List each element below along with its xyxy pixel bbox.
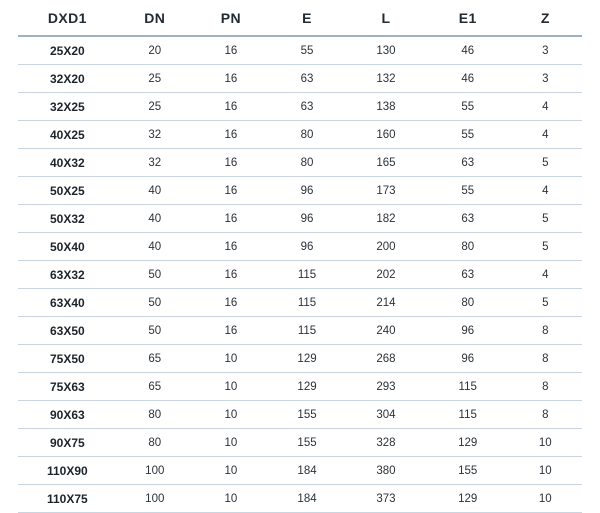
cell-dn: 50 bbox=[117, 289, 193, 317]
table-header bbox=[18, 1, 582, 36]
cell-l: 214 bbox=[345, 289, 427, 317]
cell-dxd1: 50X25 bbox=[18, 177, 117, 205]
cell-dxd1: 90X75 bbox=[18, 429, 117, 457]
cell-dxd1: 63X50 bbox=[18, 317, 117, 345]
cell-l: 268 bbox=[345, 345, 427, 373]
cell-dxd1: 110X90 bbox=[18, 457, 117, 485]
cell-e: 63 bbox=[269, 65, 345, 93]
cell-dn: 20 bbox=[117, 36, 193, 65]
cell-dxd1: 110X75 bbox=[18, 485, 117, 513]
cell-e1: 46 bbox=[427, 36, 509, 65]
cell-l: 304 bbox=[345, 401, 427, 429]
cell-z: 8 bbox=[509, 317, 582, 345]
cell-e: 115 bbox=[269, 317, 345, 345]
cell-e1: 155 bbox=[427, 457, 509, 485]
table-row bbox=[18, 373, 582, 401]
cell-z: 4 bbox=[509, 177, 582, 205]
cell-dxd1: 25X20 bbox=[18, 36, 117, 65]
cell-dxd1: 40X32 bbox=[18, 149, 117, 177]
column-header-e: E bbox=[269, 1, 345, 36]
cell-l: 165 bbox=[345, 149, 427, 177]
cell-pn: 16 bbox=[193, 36, 269, 65]
cell-l: 130 bbox=[345, 36, 427, 65]
cell-l: 328 bbox=[345, 429, 427, 457]
table-row bbox=[18, 401, 582, 429]
cell-dn: 32 bbox=[117, 121, 193, 149]
cell-pn: 10 bbox=[193, 345, 269, 373]
cell-e: 96 bbox=[269, 205, 345, 233]
cell-e: 115 bbox=[269, 261, 345, 289]
cell-dn: 32 bbox=[117, 149, 193, 177]
column-header-dn: DN bbox=[117, 1, 193, 36]
cell-z: 8 bbox=[509, 345, 582, 373]
cell-dn: 65 bbox=[117, 345, 193, 373]
cell-z: 3 bbox=[509, 65, 582, 93]
cell-z: 10 bbox=[509, 429, 582, 457]
cell-e: 80 bbox=[269, 149, 345, 177]
cell-dn: 40 bbox=[117, 177, 193, 205]
cell-z: 8 bbox=[509, 373, 582, 401]
cell-l: 373 bbox=[345, 485, 427, 513]
cell-dxd1: 63X40 bbox=[18, 289, 117, 317]
cell-l: 182 bbox=[345, 205, 427, 233]
cell-z: 8 bbox=[509, 401, 582, 429]
cell-dn: 80 bbox=[117, 401, 193, 429]
table-header-row bbox=[18, 1, 582, 36]
cell-dxd1: 75X63 bbox=[18, 373, 117, 401]
cell-z: 10 bbox=[509, 485, 582, 513]
cell-dn: 65 bbox=[117, 373, 193, 401]
cell-e1: 80 bbox=[427, 289, 509, 317]
table-row bbox=[18, 149, 582, 177]
cell-z: 5 bbox=[509, 289, 582, 317]
cell-pn: 16 bbox=[193, 289, 269, 317]
column-header-pn: PN bbox=[193, 1, 269, 36]
cell-pn: 16 bbox=[193, 65, 269, 93]
cell-pn: 16 bbox=[193, 177, 269, 205]
cell-e: 96 bbox=[269, 177, 345, 205]
table-row bbox=[18, 289, 582, 317]
table-row bbox=[18, 457, 582, 485]
cell-z: 5 bbox=[509, 205, 582, 233]
cell-e: 80 bbox=[269, 121, 345, 149]
cell-dn: 50 bbox=[117, 261, 193, 289]
cell-e: 184 bbox=[269, 457, 345, 485]
cell-dn: 25 bbox=[117, 93, 193, 121]
cell-z: 5 bbox=[509, 149, 582, 177]
cell-e1: 63 bbox=[427, 149, 509, 177]
table-row bbox=[18, 121, 582, 149]
cell-dxd1: 40X25 bbox=[18, 121, 117, 149]
cell-pn: 16 bbox=[193, 261, 269, 289]
cell-l: 160 bbox=[345, 121, 427, 149]
table-row bbox=[18, 485, 582, 513]
cell-dn: 40 bbox=[117, 233, 193, 261]
table-row bbox=[18, 205, 582, 233]
cell-l: 293 bbox=[345, 373, 427, 401]
table-row bbox=[18, 65, 582, 93]
cell-e: 155 bbox=[269, 429, 345, 457]
cell-z: 4 bbox=[509, 261, 582, 289]
cell-pn: 16 bbox=[193, 121, 269, 149]
cell-pn: 10 bbox=[193, 485, 269, 513]
cell-dn: 25 bbox=[117, 65, 193, 93]
cell-pn: 16 bbox=[193, 205, 269, 233]
cell-e1: 63 bbox=[427, 261, 509, 289]
cell-e1: 115 bbox=[427, 373, 509, 401]
cell-dn: 100 bbox=[117, 485, 193, 513]
cell-e: 155 bbox=[269, 401, 345, 429]
cell-pn: 16 bbox=[193, 149, 269, 177]
cell-pn: 10 bbox=[193, 429, 269, 457]
cell-z: 3 bbox=[509, 36, 582, 65]
column-header-l: L bbox=[345, 1, 427, 36]
cell-e1: 46 bbox=[427, 65, 509, 93]
cell-dxd1: 32X20 bbox=[18, 65, 117, 93]
cell-e1: 55 bbox=[427, 93, 509, 121]
cell-dn: 50 bbox=[117, 317, 193, 345]
cell-dxd1: 50X40 bbox=[18, 233, 117, 261]
cell-l: 138 bbox=[345, 93, 427, 121]
cell-l: 380 bbox=[345, 457, 427, 485]
cell-e1: 55 bbox=[427, 177, 509, 205]
cell-dn: 40 bbox=[117, 205, 193, 233]
cell-pn: 10 bbox=[193, 401, 269, 429]
cell-z: 5 bbox=[509, 233, 582, 261]
cell-z: 4 bbox=[509, 93, 582, 121]
cell-dn: 80 bbox=[117, 429, 193, 457]
cell-dxd1: 50X32 bbox=[18, 205, 117, 233]
cell-e: 184 bbox=[269, 485, 345, 513]
cell-l: 200 bbox=[345, 233, 427, 261]
cell-e1: 63 bbox=[427, 205, 509, 233]
cell-e1: 80 bbox=[427, 233, 509, 261]
cell-e: 55 bbox=[269, 36, 345, 65]
cell-e: 129 bbox=[269, 345, 345, 373]
table-row bbox=[18, 345, 582, 373]
cell-dxd1: 75X50 bbox=[18, 345, 117, 373]
column-header-z: Z bbox=[509, 1, 582, 36]
table-row bbox=[18, 177, 582, 205]
cell-e: 96 bbox=[269, 233, 345, 261]
table-row bbox=[18, 317, 582, 345]
cell-pn: 16 bbox=[193, 317, 269, 345]
cell-e1: 129 bbox=[427, 485, 509, 513]
table-row bbox=[18, 261, 582, 289]
cell-e1: 96 bbox=[427, 345, 509, 373]
table-row bbox=[18, 36, 582, 65]
table-body bbox=[18, 36, 582, 513]
table-row bbox=[18, 233, 582, 261]
cell-e1: 55 bbox=[427, 121, 509, 149]
cell-l: 132 bbox=[345, 65, 427, 93]
table-row bbox=[18, 93, 582, 121]
cell-pn: 10 bbox=[193, 457, 269, 485]
column-header-e1: E1 bbox=[427, 1, 509, 36]
cell-e: 63 bbox=[269, 93, 345, 121]
cell-z: 4 bbox=[509, 121, 582, 149]
cell-l: 240 bbox=[345, 317, 427, 345]
cell-e1: 129 bbox=[427, 429, 509, 457]
cell-e1: 115 bbox=[427, 401, 509, 429]
cell-pn: 16 bbox=[193, 93, 269, 121]
table-row bbox=[18, 429, 582, 457]
specification-table bbox=[18, 1, 582, 513]
cell-z: 10 bbox=[509, 457, 582, 485]
cell-e: 115 bbox=[269, 289, 345, 317]
cell-e: 129 bbox=[269, 373, 345, 401]
cell-dxd1: 90X63 bbox=[18, 401, 117, 429]
cell-l: 202 bbox=[345, 261, 427, 289]
cell-pn: 10 bbox=[193, 373, 269, 401]
cell-l: 173 bbox=[345, 177, 427, 205]
cell-pn: 16 bbox=[193, 233, 269, 261]
cell-e1: 96 bbox=[427, 317, 509, 345]
column-header-dxd1: DXD1 bbox=[18, 1, 117, 36]
cell-dxd1: 63X32 bbox=[18, 261, 117, 289]
cell-dxd1: 32X25 bbox=[18, 93, 117, 121]
cell-dn: 100 bbox=[117, 457, 193, 485]
